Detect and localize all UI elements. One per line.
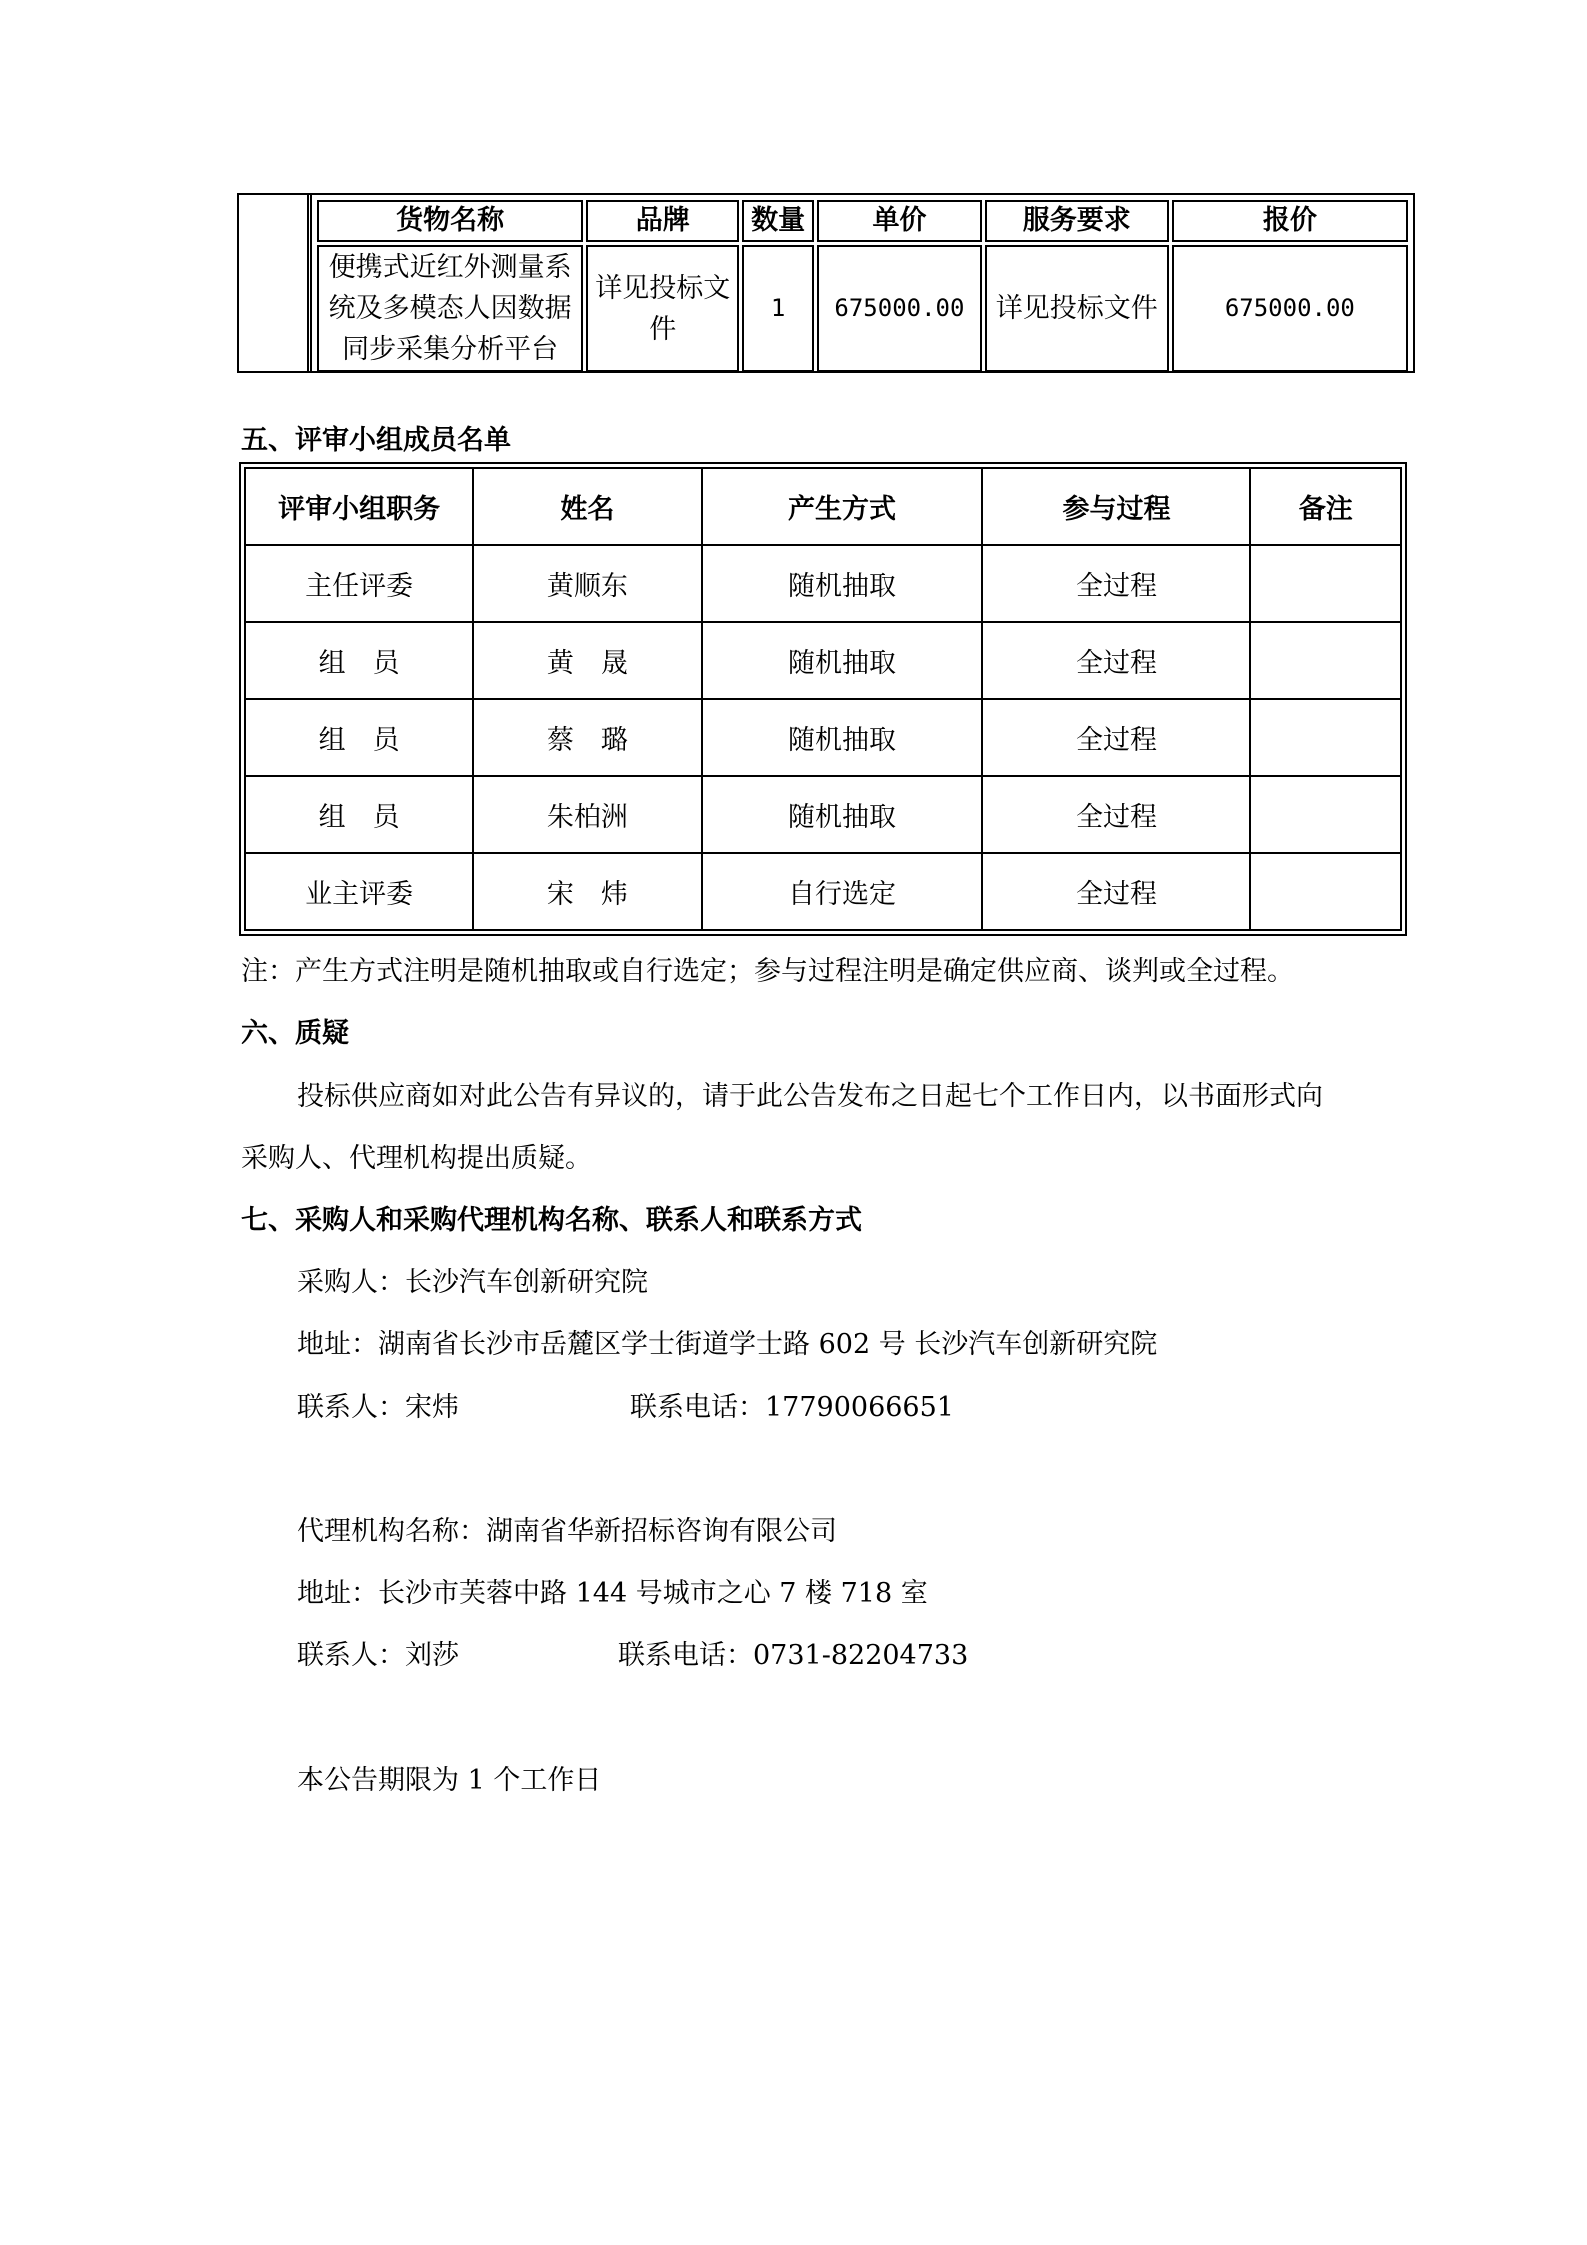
review-role-cell: 组 员 [245, 699, 473, 776]
review-process-cell: 全过程 [982, 699, 1250, 776]
purchaser-phone: 联系电话：17790066651 [630, 1392, 954, 1423]
agency-address: 地址：长沙市芙蓉中路 144 号城市之心 7 楼 718 室 [297, 1578, 928, 1609]
goods-brand-line: 详见投标文 [595, 272, 731, 304]
review-role-cell: 主任评委 [245, 545, 473, 622]
review-header-role: 评审小组职务 [245, 468, 473, 545]
goods-quantity-cell: 1 [742, 245, 814, 372]
review-header-name: 姓名 [473, 468, 701, 545]
goods-header-name: 货物名称 [317, 200, 583, 242]
review-table-row [245, 853, 1401, 930]
goods-brand-line: 件 [649, 313, 677, 345]
review-name-cell: 黄顺东 [473, 545, 701, 622]
agency-phone: 联系电话：0731-82204733 [618, 1640, 969, 1671]
goods-header-brand: 品牌 [586, 200, 739, 242]
goods-name-cell [317, 245, 583, 372]
review-remark-cell [1250, 545, 1401, 622]
goods-brand-cell [586, 245, 739, 372]
goods-quote-cell: 675000.00 [1172, 245, 1408, 372]
review-method-cell: 随机抽取 [702, 545, 983, 622]
review-name-cell: 宋 炜 [473, 853, 701, 930]
review-remark-cell [1250, 776, 1401, 853]
purchaser-address: 地址：湖南省长沙市岳麓区学士街道学士路 602 号 长沙汽车创新研究院 [297, 1329, 1158, 1360]
agency-contact: 联系人：刘莎 [297, 1640, 459, 1671]
goods-table-header-row [317, 200, 1408, 242]
review-method-cell: 随机抽取 [702, 699, 983, 776]
review-header-process: 参与过程 [982, 468, 1250, 545]
goods-name-line: 统及多模态人因数据 [328, 293, 572, 324]
review-name-cell: 蔡 璐 [473, 699, 701, 776]
goods-table-left-cell [239, 195, 312, 371]
goods-header-quote: 报价 [1172, 200, 1408, 242]
review-process-cell: 全过程 [982, 776, 1250, 853]
review-method-cell: 随机抽取 [702, 776, 983, 853]
review-process-cell: 全过程 [982, 545, 1250, 622]
notice-period: 本公告期限为 1 个工作日 [297, 1765, 602, 1796]
purchaser-contact: 联系人：宋炜 [297, 1392, 459, 1423]
review-role-cell: 业主评委 [245, 853, 473, 930]
review-remark-cell [1250, 699, 1401, 776]
goods-header-service: 服务要求 [985, 200, 1169, 242]
section7-title: 七、采购人和采购代理机构名称、联系人和联系方式 [241, 1205, 862, 1236]
review-table-header-row [245, 468, 1401, 545]
review-process-cell: 全过程 [982, 853, 1250, 930]
goods-table-frame [237, 193, 1415, 373]
review-table-row [245, 545, 1401, 622]
section6-paragraph-line1: 投标供应商如对此公告有异议的，请于此公告发布之日起七个工作日内，以书面形式向 [297, 1081, 1323, 1112]
goods-header-unit-price: 单价 [817, 200, 982, 242]
review-method-cell: 随机抽取 [702, 622, 983, 699]
review-table-frame [239, 462, 1407, 936]
review-role-cell: 组 员 [245, 776, 473, 853]
review-header-method: 产生方式 [702, 468, 983, 545]
review-role-cell: 组 员 [245, 622, 473, 699]
goods-header-quantity: 数量 [742, 200, 814, 242]
goods-name-line: 便携式近红外测量系 [328, 252, 572, 283]
goods-name-line: 同步采集分析平台 [342, 334, 559, 365]
review-name-cell: 黄 晟 [473, 622, 701, 699]
goods-unit-price-cell: 675000.00 [817, 245, 982, 372]
section5-title: 五、评审小组成员名单 [241, 425, 511, 456]
agency-name: 代理机构名称：湖南省华新招标咨询有限公司 [297, 1516, 837, 1547]
review-remark-cell [1250, 622, 1401, 699]
review-method-cell: 自行选定 [702, 853, 983, 930]
review-table-row [245, 622, 1401, 699]
goods-table-row [317, 245, 1408, 372]
section6-paragraph-line2: 采购人、代理机构提出质疑。 [241, 1143, 592, 1174]
review-process-cell: 全过程 [982, 622, 1250, 699]
section6-title: 六、质疑 [241, 1018, 349, 1049]
review-table-row [245, 699, 1401, 776]
review-table [244, 467, 1402, 931]
review-name-cell: 朱柏洲 [473, 776, 701, 853]
review-remark-cell [1250, 853, 1401, 930]
review-table-row [245, 776, 1401, 853]
purchaser-name: 采购人：长沙汽车创新研究院 [297, 1267, 648, 1298]
review-header-remark: 备注 [1250, 468, 1401, 545]
review-note: 注：产生方式注明是随机抽取或自行选定；参与过程注明是确定供应商、谈判或全过程。 [241, 956, 1294, 987]
goods-service-cell: 详见投标文件 [985, 245, 1169, 372]
goods-table [314, 197, 1411, 375]
